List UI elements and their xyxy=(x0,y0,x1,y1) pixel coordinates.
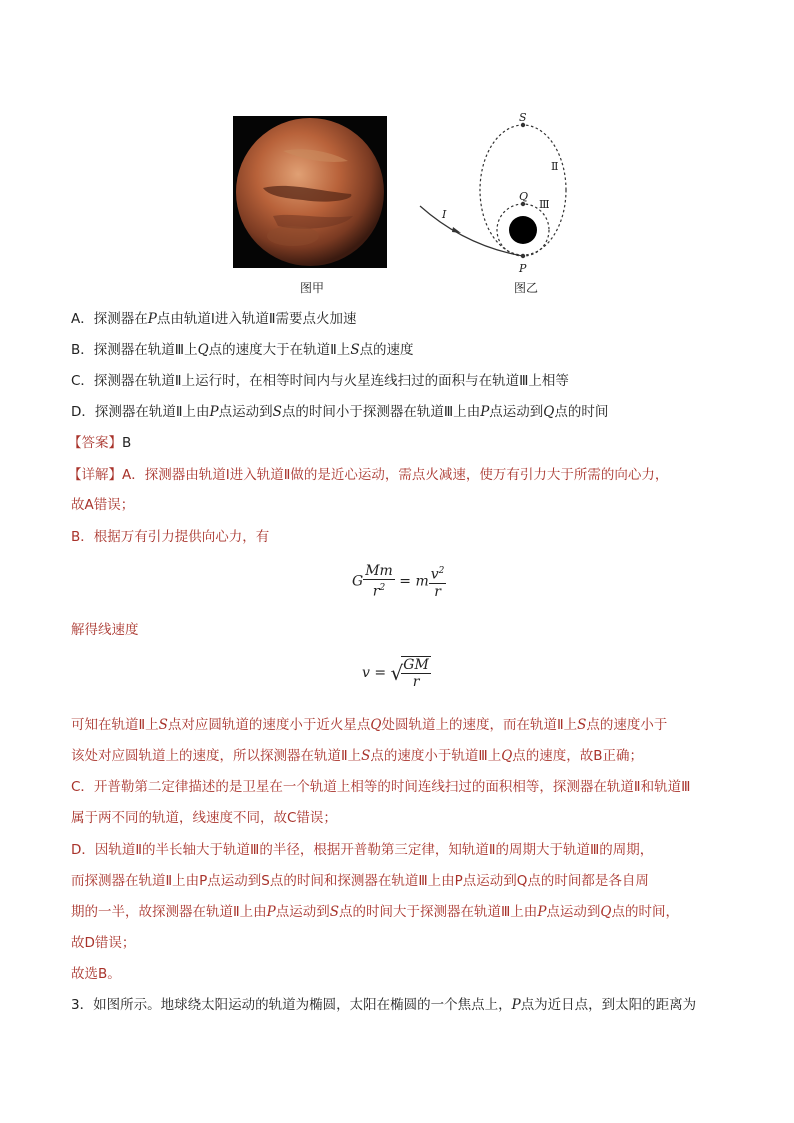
option-b: B．探测器在轨道Ⅲ上Q点的速度大于在轨道Ⅱ上S点的速度 xyxy=(71,342,414,358)
figure-caption-right: 图乙 xyxy=(513,281,538,295)
label-ii: Ⅱ xyxy=(551,160,559,173)
next-question: 3．如图所示。地球绕太阳运动的轨道为椭圆，太阳在椭圆的一个焦点上，P点为近日点，到太阳的距离为 xyxy=(71,997,697,1013)
explain-line-1: 【详解】A．探测器由轨道Ⅰ进入轨道Ⅱ做的是近心运动，需点火减速，使万有引力大于所需的向心力， xyxy=(68,467,669,483)
explain-line-4: 解得线速度 xyxy=(71,622,139,638)
orbit-i-path xyxy=(420,206,523,256)
label-q: Q xyxy=(519,190,529,203)
label-iii: Ⅲ xyxy=(539,198,550,211)
label-s: S xyxy=(519,111,527,124)
explain-line-7: C．开普勒第二定律描述的是卫星在一个轨道上相等的时间连线扫过的面积相等，探测器在轨道Ⅱ和轨道Ⅲ xyxy=(71,779,691,795)
explain-line-2: 故A错误； xyxy=(71,497,135,513)
explain-line-13: 故选B。 xyxy=(71,966,121,982)
answer-line xyxy=(68,433,131,453)
option-a: A．探测器在P点由轨道Ⅰ进入轨道Ⅱ需要点火加速 xyxy=(71,311,357,327)
mars-planet-image xyxy=(233,116,387,268)
answer-label: 【答案】 xyxy=(68,435,122,451)
option-c: C．探测器在轨道Ⅱ上运行时，在相等时间内与火星连线扫过的面积与在轨道Ⅲ上相等 xyxy=(71,373,569,389)
point-p xyxy=(521,254,525,258)
explain-line-12: 故D错误； xyxy=(71,935,136,951)
explain-line-11: 期的一半，故探测器在轨道Ⅱ上由P点运动到S点的时间大于探测器在轨道Ⅲ上由P点运动到Q点的时间， xyxy=(71,904,679,920)
orbit-diagram xyxy=(415,108,595,278)
explain-line-3: B．根据万有引力提供向心力，有 xyxy=(71,529,270,545)
mars-photo xyxy=(233,116,387,268)
label-i: I xyxy=(442,208,447,221)
explain-line-5: 可知在轨道Ⅱ上S点对应圆轨道的速度小于近火星点Q处圆轨道上的速度，而在轨道Ⅱ上S点的速度小于 xyxy=(71,717,668,733)
mars-body xyxy=(509,216,537,244)
explain-line-8: 属于两不同的轨道，线速度不同，故C错误； xyxy=(71,810,337,826)
option-d: D．探测器在轨道Ⅱ上由P点运动到S点的时间小于探测器在轨道Ⅲ上由P点运动到Q点的时间 xyxy=(71,404,609,420)
label-p: P xyxy=(519,262,527,275)
explain-line-10: 而探测器在轨道Ⅱ上由P点运动到S点的时间和探测器在轨道Ⅲ上由P点运动到Q点的时间都是各自周 xyxy=(71,873,649,889)
answer-value: B xyxy=(122,435,132,451)
figure-caption-left: 图甲 xyxy=(299,281,324,295)
explain-line-6: 该处对应圆轨道上的速度，所以探测器在轨道Ⅱ上S点的速度小于轨道Ⅲ上Q点的速度，故B正确； xyxy=(71,748,644,764)
explain-line-9: D．因轨道Ⅱ的半长轴大于轨道Ⅲ的半径，根据开普勒第三定律，知轨道Ⅱ的周期大于轨道Ⅲ的周期， xyxy=(71,842,654,858)
formula-gravity: G $\frac{Mm}{r^2}$ = m $\frac{v^2}{r}$ xyxy=(352,563,445,600)
orbit-i-arrow xyxy=(452,227,461,233)
formula-velocity: v = √ $\frac{GM}{r}$ xyxy=(362,657,429,690)
